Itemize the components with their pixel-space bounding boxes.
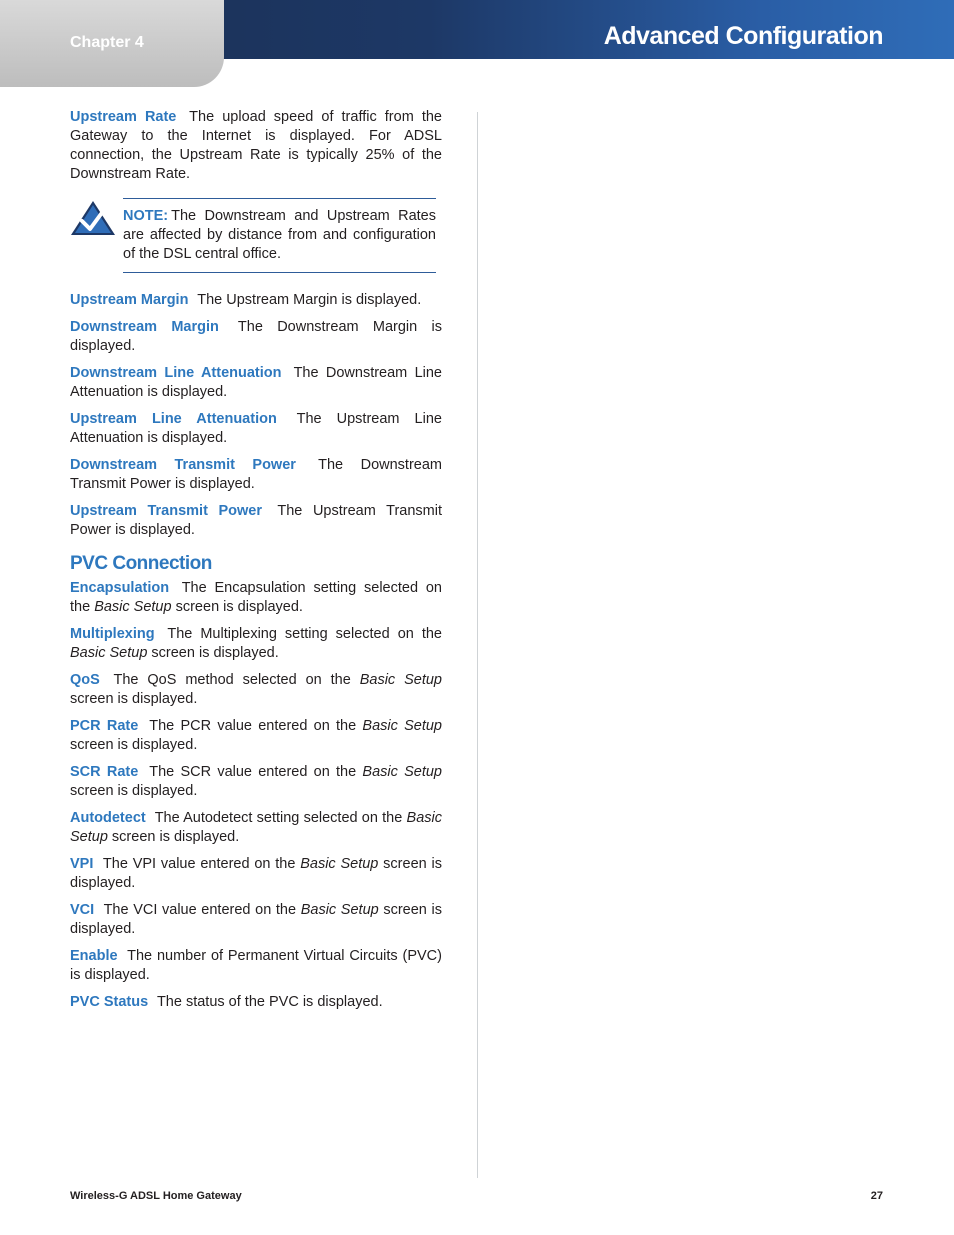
description: The Autodetect setting selected on the	[154, 810, 407, 826]
chapter-label: Chapter 4	[70, 34, 144, 51]
description-end: screen is displayed.	[147, 645, 279, 661]
description-end: screen is displayed.	[70, 737, 198, 753]
definition-entry	[70, 456, 442, 494]
description-emphasis: Basic Setup	[362, 718, 442, 734]
definition-entry	[70, 901, 442, 939]
term: VPI	[70, 856, 94, 872]
description: The Upstream Margin is displayed.	[197, 292, 422, 308]
term: Upstream Rate	[70, 109, 177, 125]
definition-entry	[70, 855, 442, 893]
term: SCR Rate	[70, 764, 139, 780]
description-end: screen is displayed.	[70, 856, 442, 891]
description-emphasis: Basic Setup	[70, 810, 442, 845]
description-end: screen is displayed.	[70, 691, 198, 707]
column-divider	[477, 112, 478, 1178]
description-emphasis: Basic Setup	[362, 764, 442, 780]
definition-entry	[70, 364, 442, 402]
pvc-connection-heading: PVC Connection	[70, 553, 212, 574]
left-column	[70, 108, 442, 1020]
definition-entry	[70, 625, 442, 663]
description: The Multiplexing setting selected on the	[167, 626, 442, 642]
description: The VCI value entered on the	[103, 902, 301, 918]
definition-entry	[70, 671, 442, 709]
footer-page-number: 27	[870, 1190, 883, 1202]
term: Downstream Margin	[70, 319, 219, 335]
description: The Upstream Line Attenuation is displayed.	[70, 411, 442, 446]
description-emphasis: Basic Setup	[359, 672, 442, 688]
note-label: NOTE:	[123, 208, 169, 224]
checkmark-note-icon	[69, 199, 117, 239]
description: The Downstream Margin is displayed.	[70, 319, 442, 354]
term: Autodetect	[70, 810, 146, 826]
note-text: The Downstream and Upstream Rates are affected by distance from and configuration of the DSL central office.	[123, 208, 436, 262]
definition-entry	[70, 318, 442, 356]
definition-entry	[70, 291, 442, 310]
description: The Downstream Line Attenuation is displayed.	[70, 365, 442, 400]
description-emphasis: Basic Setup	[70, 645, 148, 661]
term: Encapsulation	[70, 580, 170, 596]
definition-entry	[70, 809, 442, 847]
description-emphasis: Basic Setup	[94, 599, 172, 615]
description-end: screen is displayed.	[70, 902, 442, 937]
description-end: screen is displayed.	[171, 599, 303, 615]
description: The VPI value entered on the	[102, 856, 301, 872]
definition-entry	[70, 947, 442, 985]
term: Enable	[70, 948, 118, 964]
definition-entry	[70, 763, 442, 801]
term: Multiplexing	[70, 626, 155, 642]
term: PCR Rate	[70, 718, 139, 734]
description: The upload speed of traffic from the Gateway to the Internet is displayed. For ADSL connection, the Upstream Rate is typically 25% of the Downstream Rate.	[70, 109, 442, 182]
term: Downstream Line Attenuation	[70, 365, 282, 381]
description: The number of Permanent Virtual Circuits (PVC) is displayed.	[70, 948, 442, 983]
description-end: screen is displayed.	[107, 829, 240, 845]
definition-entry	[70, 502, 442, 540]
description-emphasis: Basic Setup	[300, 902, 379, 918]
description: The Encapsulation setting selected on the	[70, 580, 442, 615]
description: The SCR value entered on the	[149, 764, 363, 780]
description: The status of the PVC is displayed.	[156, 994, 383, 1010]
definition-entry	[70, 993, 442, 1012]
term: Upstream Transmit Power	[70, 503, 263, 519]
term: PVC Status	[70, 994, 149, 1010]
definition-entry	[70, 579, 442, 617]
chapter-tab	[0, 0, 224, 87]
description: The QoS method selected on the	[113, 672, 360, 688]
note-text-block	[123, 207, 436, 264]
description: The Downstream Transmit Power is displayed.	[70, 457, 442, 492]
description-emphasis: Basic Setup	[300, 856, 379, 872]
term: Upstream Line Attenuation	[70, 411, 277, 427]
definition-entry	[70, 717, 442, 755]
definition-entry	[70, 108, 442, 184]
section-title: Advanced Configuration	[603, 22, 883, 50]
definition-entry	[70, 410, 442, 448]
term: QoS	[70, 672, 100, 688]
term: Upstream Margin	[70, 292, 189, 308]
footer-product-name: Wireless-G ADSL Home Gateway	[70, 1190, 242, 1202]
term: Downstream Transmit Power	[70, 457, 296, 473]
term: VCI	[70, 902, 95, 918]
note-box	[123, 198, 436, 273]
description: The PCR value entered on the	[149, 718, 363, 734]
description-end: screen is displayed.	[70, 783, 198, 799]
description: The Upstream Transmit Power is displayed.	[70, 503, 442, 538]
